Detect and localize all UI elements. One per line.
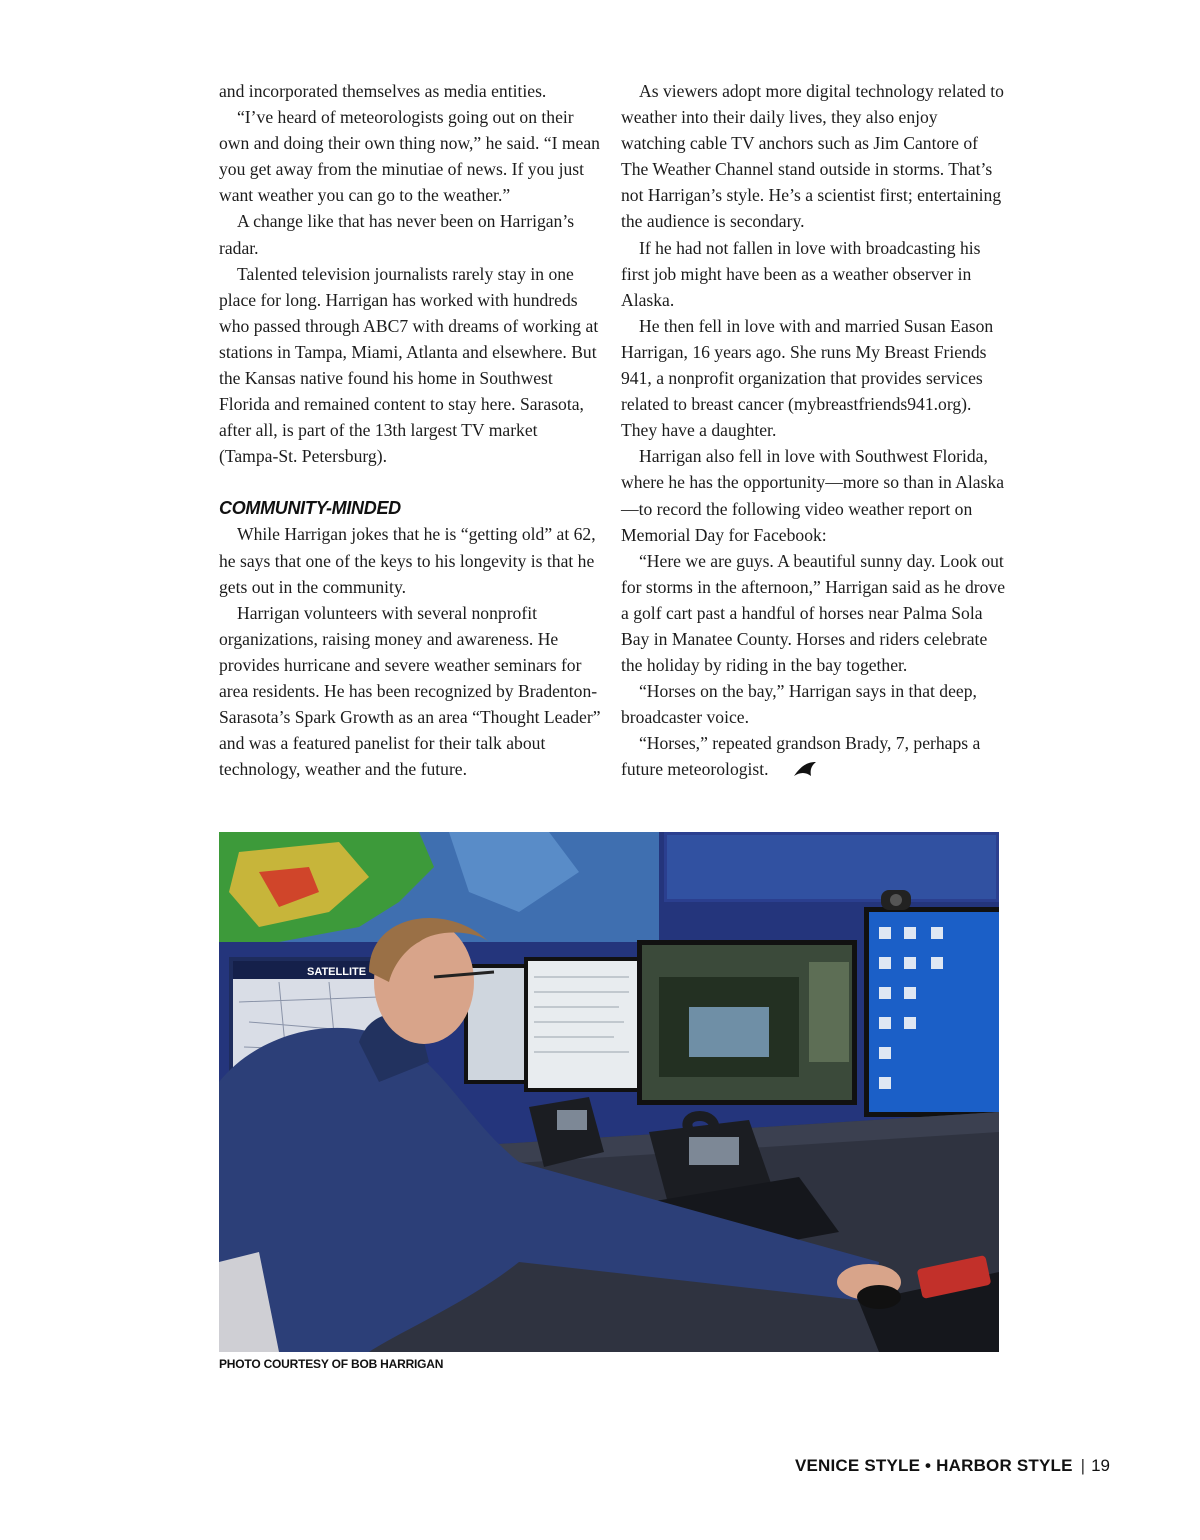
paragraph: Harrigan volunteers with several nonprofit organizations, raising money and awareness. He provides hurricane and severe weather seminars for area residents. He has been recognized by Bradenton-Sarasota’s Spark Growth as an area “Thought Leader” and was a featured panelist for their talk about technology, weather and the future. [219, 602, 601, 780]
photo-illustration [219, 832, 999, 1352]
page-number: 19 [1091, 1456, 1110, 1475]
paragraph: While Harrigan jokes that he is “getting old” at 62, he says that one of the keys to his longevity is that he gets out in the community. [219, 524, 596, 597]
page-footer [795, 1456, 1110, 1476]
right-column [621, 78, 1005, 783]
paragraph: Harrigan also fell in love with Southwest Florida, where he has the opportunity—more so than in Alaska—to record the following video weather report on Memorial Day for Facebook: [621, 446, 1005, 545]
photo-caption: PHOTO COURTESY OF BOB HARRIGAN [219, 1357, 444, 1371]
paragraph [621, 730, 1005, 782]
publication-name: VENICE STYLE • HARBOR STYLE [794, 1456, 1073, 1475]
paragraph: “Horses on the bay,” Harrigan says in that deep, broadcaster voice. [621, 681, 977, 728]
left-column [219, 78, 601, 782]
paragraph: If he had not fallen in love with broadcasting his first job might have been as a weather observer in Alaska. [621, 237, 981, 310]
shark-fin-icon [775, 758, 799, 774]
footer-separator: | [1080, 1456, 1086, 1475]
satellite-label: SATELLITE [307, 966, 367, 978]
paragraph: A change like that has never been on Harrigan’s radar. [219, 211, 575, 258]
section-heading: COMMUNITY-MINDED [219, 498, 401, 519]
paragraph: He then fell in love with and married Susan Eason Harrigan, 16 years ago. She runs My Breast Friends 941, a nonprofit organization that provides services related to breast cancer (mybreastfriends941.org). They have a daughter. [621, 315, 994, 441]
paragraph-text: “Horses,” repeated grandson Brady, 7, perhaps a future meteorologist. [621, 733, 981, 780]
photo-meteorologist-workstation [219, 832, 999, 1352]
paragraph: “I’ve heard of meteorologists going out on their own and doing their own thing now,” he said. “I mean you get away from the minutiae of news. If you just want weather you can go to the weather.” [219, 107, 600, 206]
paragraph: and incorporated themselves as media entities. [219, 81, 547, 101]
paragraph: Talented television journalists rarely stay in one place for long. Harrigan has worked with hundreds who passed through ABC7 with dreams of working at stations in Tampa, Miami, Atlanta and elsewhere. But the Kansas native found his home in Southwest Florida and remained content to stay here. Sarasota, after all, is part of the 13th largest TV market (Tampa-St. Petersburg). [219, 263, 599, 467]
paragraph: “Here we are guys. A beautiful sunny day. Look out for storms in the afternoon,” Harrigan said as he drove a golf cart past a handful of horses near Palma Sola Bay in Manatee County. Horses and riders celebrate the holiday by riding in the bay together. [621, 550, 1006, 676]
paragraph: As viewers adopt more digital technology related to weather into their daily lives, they also enjoy watching cable TV anchors such as Jim Cantore of The Weather Channel stand outside in storms. That’s not Harrigan’s style. He’s a scientist first; entertaining the audience is secondary. [621, 81, 1004, 232]
